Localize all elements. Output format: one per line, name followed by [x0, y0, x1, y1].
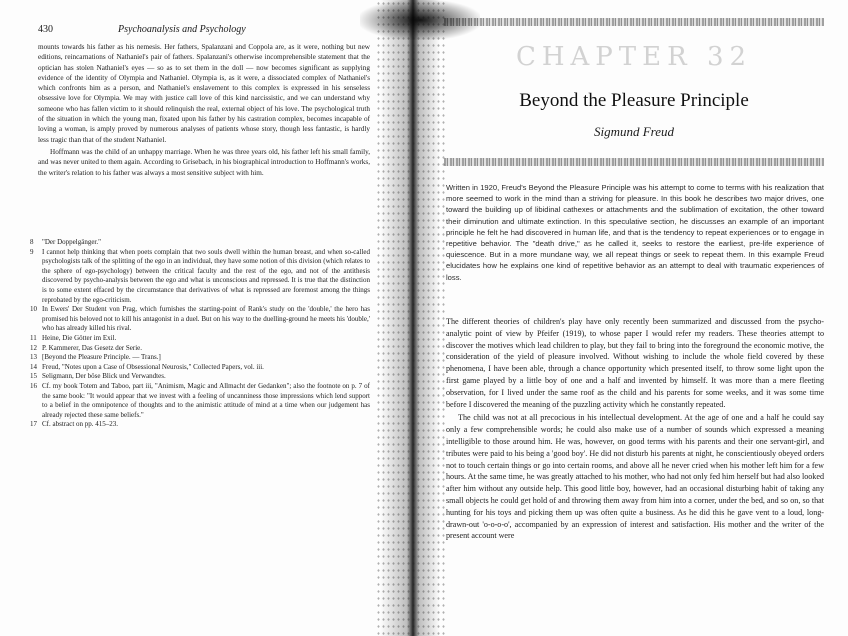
endnote-text: I cannot help thinking that when poets complain that two souls dwell within the human breast, and when so-called psychologists talk of the splitting of the ego in an individual, they have some notion of this division (which relates to the sphere of ego-psychology) between the critical faculty and the rest of the ego, and not of the antithesis discovered by psycho-analysis between the ego and what is unconscious and repressed. It is true that the distinction is to some extent effaced by the circumstance that derivatives of what is repressed are foremost among the things reprobated by the ego-criticism. [42, 247, 370, 304]
endnote-text: Cf. abstract on pp. 415–23. [42, 420, 119, 429]
endnote-number: 15 [30, 372, 37, 381]
endnote-number: 16 [30, 381, 37, 390]
chapter-title: Beyond the Pleasure Principle [519, 90, 749, 111]
left-page [0, 0, 414, 636]
endnote [30, 305, 370, 334]
endnote-number: 14 [30, 362, 37, 371]
endnote-text: Cf. my book Totem and Taboo, part iii, "Animism, Magic and Allmacht der Gedanken"; also the footnote on p. 7 of the same book: "It would appear that we invest with a feeling of uncanniness those impressions which lend support to a belief in the omnipotence of thoughts and to the animistic attitude of mind at a time when our judgement has already rejected these same beliefs." [42, 381, 370, 419]
endnote-text: Heine, Die Götter im Exil. [42, 333, 117, 342]
endnote-number: 10 [30, 305, 37, 314]
endnote-text: In Ewers' Der Student von Prag, which furnishes the starting-point of Rank's study on the 'double,' the hero has promised his beloved not to kill his antagonist in a duel. But on his way to the duelling-ground he meets his 'double,' who has already killed his rival. [42, 305, 370, 333]
endnote [30, 334, 370, 344]
endnotes [30, 238, 370, 430]
decorative-band-bottom [444, 158, 824, 166]
endnote [30, 344, 370, 354]
paragraph: The different theories of children's play have only recently been summarized and discussed from the psycho-analytic point of view by Pfeifer (1919), to whose paper I would refer my readers. These theories attempt to discover the motives which lead children to play, but they fail to bring into the foreground the economic motive, the consideration of the yield of pleasure involved. Without wishing to include the whole field covered by these phenomena, I have been able, through a chance opportunity which presented itself, to throw some light upon the first game played by a little boy of one and a half and invented by himself. It was more than a mere fleeting observation, for I lived under the same roof as the child and his parents for some weeks, and it was some time before I discovered the meaning of the puzzling activity which he constantly repeated. [446, 317, 824, 409]
right-page [414, 0, 848, 636]
intro-paragraph: Written in 1920, Freud's Beyond the Pleasure Principle was his attempt to come to terms with his realization that more seemed to work in the mind than a striving for pleasure. In this book he describes two major drives, one toward the building up of libidinal cathexes or attachments and the sublimation of excitation, the other toward their diminution and ultimate extinction. In this speculative section, he discusses an example of an important principle he felt he had discovered in human life, and that is the tendency to repeat experiences or to engage in repetitive behavior. The "death drive," as he called it, seeks to restore the earliest, pre-life experience of quiescence. But in a more mundane way, we all repeat things or seek to repeat them. In this example Freud elucidates how he explains one kind of repetitive behavior as an attempt to deal with traumatic experiences of loss. [446, 183, 824, 282]
chapter-introduction [446, 182, 824, 283]
endnote-number: 11 [30, 333, 37, 342]
endnote [30, 382, 370, 420]
running-head: Psychoanalysis and Psychology [118, 24, 246, 35]
endnote-number: 17 [30, 420, 37, 429]
paragraph: mounts towards his father as his nemesis. Her fathers, Spalanzani and Coppola are, as it were, nothing but new editions, reincarnations of Nathaniel's pair of fathers. Spalanzani's otherwise incomprehensible statement that the optician has stolen Nathaniel's eyes — so as to set them in the doll — now becomes significant as supplying evidence of the identity of Olympia and Nathaniel. Olympia is, as it were, a dissociated complex of Nathaniel's which confronts him as a person, and Nathaniel's enslavement to this complex is expressed in his senseless obsessive love for Olympia. We may with justice call love of this kind narcissistic, and we can understand why someone who has fallen victim to it should relinquish the real, external object of his love. The psychological truth of the situation in which the young man, fixated upon his father by his castration complex, becomes incapable of loving a woman, is amply proved by numerous analyses of patients whose story, though less fantastic, is hardly less tragic than that of the student Nathaniel. [38, 43, 370, 144]
paragraph: The child was not at all precocious in his intellectual development. At the age of one and a half he could say only a few comprehensible words; he could also make use of a number of sounds which expressed a meaning intelligible to those around him. He was, however, on good terms with his parents and their one servant-girl, and tributes were paid to his being a 'good boy'. He did not disturb his parents at night, he conscientiously obeyed orders not to touch certain things or go into certain rooms, and above all he never cried when his mother left him for a few hours. At the same time, he was greatly attached to his mother, who had not only fed him herself but had also looked after him without any outside help. This good little boy, however, had an occasional disturbing habit of taking any small objects he could get hold of and throwing them away from him into a corner, under the bed, and so on, so that hunting for his toys and picking them up was often quite a business. As he did this he gave vent to a loud, long-drawn-out 'o-o-o-o', accompanied by an expression of interest and satisfaction. His mother and the writer of the present account were [446, 413, 824, 541]
right-page-body [446, 316, 824, 542]
endnote-text: [Beyond the Pleasure Principle. — Trans.] [42, 353, 161, 362]
endnote-text: "Der Doppelgänger." [42, 238, 101, 246]
endnote-number: 8 [30, 238, 34, 246]
endnote [30, 238, 370, 248]
endnote-text: Seligmann, Der böse Blick und Verwandtes. [42, 372, 166, 381]
endnote-text: Freud, "Notes upon a Case of Obsessional Neurosis," Collected Papers, vol. iii. [42, 362, 264, 371]
chapter-label: CHAPTER 32 [515, 42, 753, 72]
endnote [30, 420, 370, 430]
chapter-author: Sigmund Freud [593, 124, 675, 139]
endnote-number: 13 [30, 353, 37, 362]
endnote [30, 372, 370, 382]
page-number: 430 [38, 24, 53, 35]
endnote [30, 353, 370, 363]
endnote-text: P. Kammerer, Das Gesetz der Serie. [42, 343, 143, 352]
endnote-number: 9 [30, 247, 34, 256]
endnote [30, 248, 370, 306]
paragraph: Hoffmann was the child of an unhappy marriage. When he was three years old, his father left his small family, and was never united to them again. According to Grisebach, in his biographical introduction to Hoffmann's works, the writer's relation to his father was always a most sensitive subject with him. [38, 147, 370, 177]
endnote [30, 363, 370, 373]
left-page-body [38, 42, 370, 178]
endnote-number: 12 [30, 343, 37, 352]
decorative-band-top [444, 18, 824, 26]
